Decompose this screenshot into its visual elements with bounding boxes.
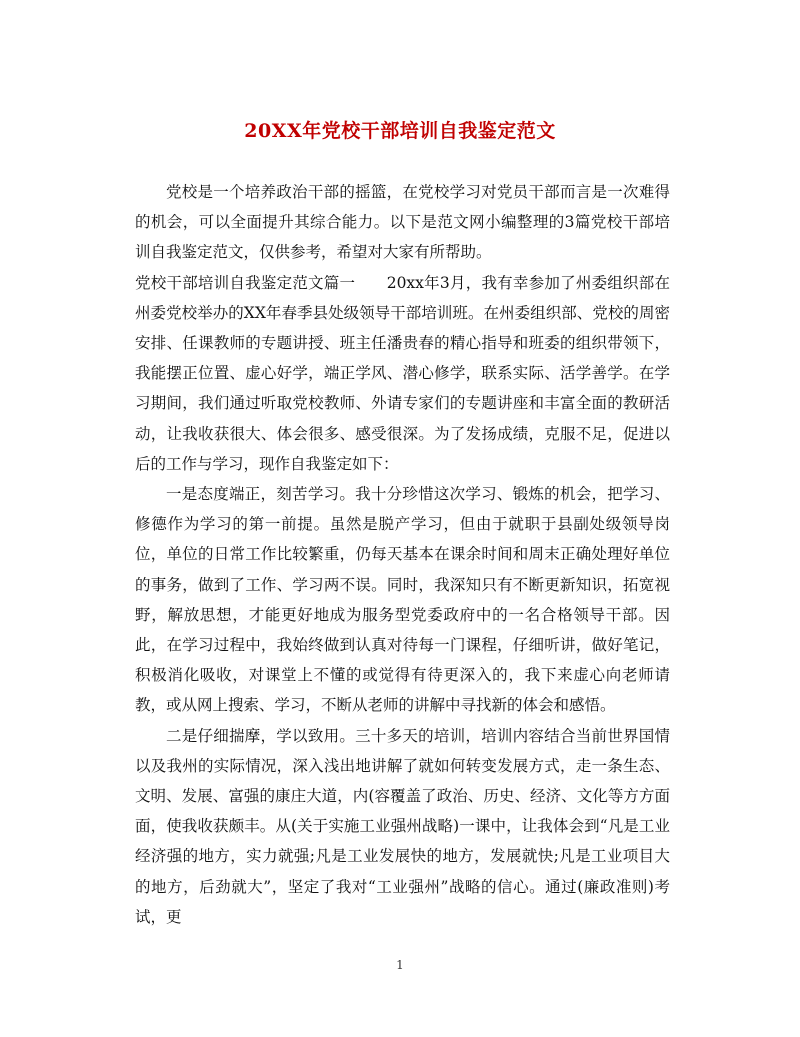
point-one-paragraph: 一是态度端正，刻苦学习。我十分珍惜这次学习、锻炼的机会，把学习、修德作为学习的第一前提。虽然是脱产学习，但由于就职于县副处级领导岗位，单位的日常工作比较繁重，仍每天基本在课余时间和周末正确处理好单位的事务，做到了工作、学习两不误。同时，我深知只有不断更新知识，拓宽视野，解放思想，才能更好地成为服务型党委政府中的一名合格领导干部。因此，在学习过程中，我始终做到认真对待每一门课程，仔细听讲，做好笔记，积极消化吸收，对课堂上不懂的或觉得有待更深入的，我下来虚心向老师请教，或从网上搜索、学习，不断从老师的讲解中寻找新的体会和感悟。 — [135, 485, 670, 715]
page-number: 1 — [396, 958, 404, 972]
point-two-paragraph: 二是仔细揣摩，学以致用。三十多天的培训，培训内容结合当前世界国情以及我州的实际情况，深入浅出地讲解了就如何转变发展方式，走一条生态、文明、发展、富强的康庄大道，内(容覆盖了政治、历史、经济、文化等方方面面，使我收获颇丰。从(关于实施工业强州战略)一课中，让我体会到“凡是工业经济强的地方，实力就强;凡是工业发展快的地方，发展就快;凡是工业项目大的地方，后劲就大”，坚定了我对“工业强州”战略的信心。通过(廉政准则)考试，更 — [135, 726, 670, 926]
section-one-paragraph: 党校干部培训自我鉴定范文篇一 20xx年3月，我有幸参加了州委组织部在州委党校举办的XX年春季县处级领导干部培训班。在州委组织部、党校的周密安排、任课教师的专题讲授、班主任潘贵春的精心指导和班委的组织带领下，我能摆正位置、虚心好学，端正学风、潜心修学，联系实际、活学善学。在学习期间，我们通过听取党校教师、外请专家们的专题讲座和丰富全面的教研活动，让我收获很大、体会很多、感受很深。为了发扬成绩，克服不足，促进以后的工作与学习，现作自我鉴定如下： — [135, 273, 670, 473]
intro-paragraph: 党校是一个培养政治干部的摇篮，在党校学习对党员干部而言是一次难得的机会，可以全面提升其综合能力。以下是范文网小编整理的3篇党校干部培训自我鉴定范文，仅供参考，希望对大家有所帮助。 — [135, 183, 670, 262]
document-title: 20XX年党校干部培训自我鉴定范文 — [244, 120, 556, 142]
document-body — [135, 177, 670, 932]
